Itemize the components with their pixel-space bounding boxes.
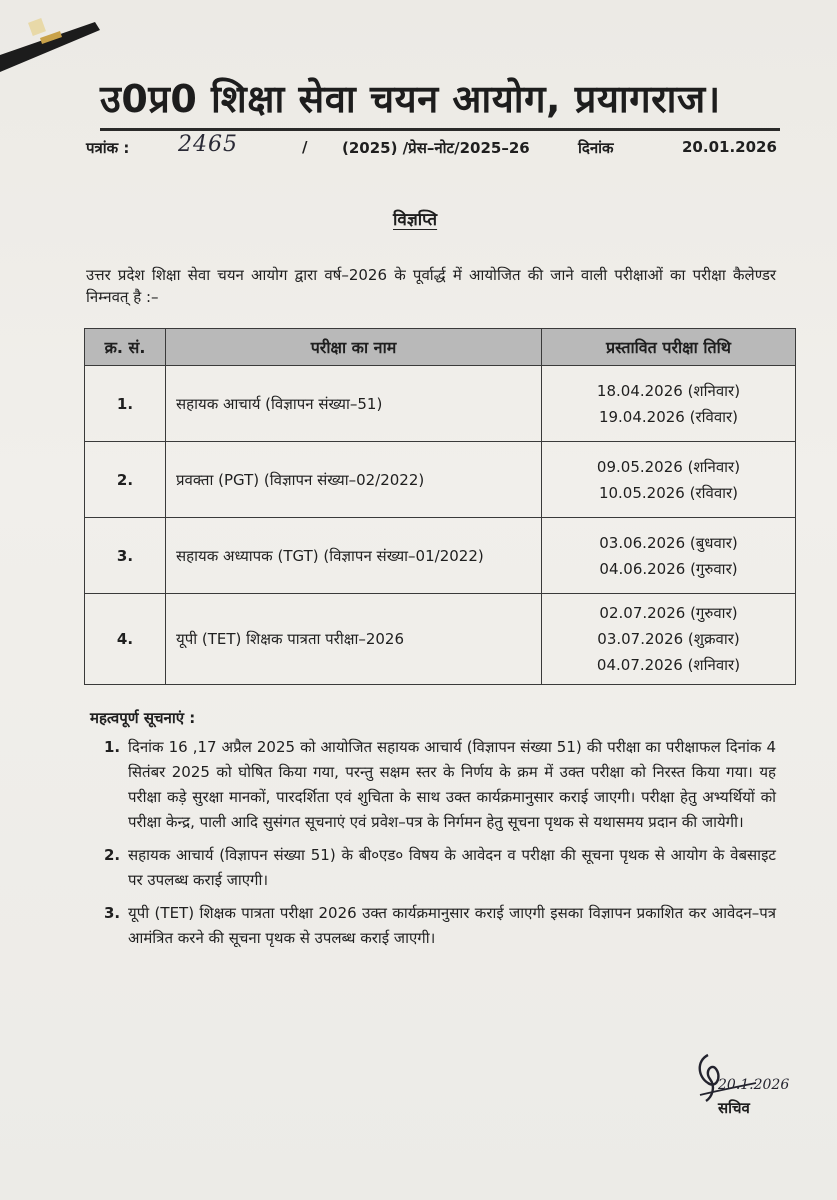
exam-date: 18.04.2026 (शनिवार)	[596, 381, 741, 400]
list-item	[104, 901, 776, 951]
table-row	[85, 442, 796, 518]
exam-name: प्रवक्ता (PGT) (विज्ञापन संख्या–02/2022)	[166, 442, 542, 518]
item-number: 2.	[104, 846, 121, 864]
list-item	[104, 843, 776, 893]
exam-date: 04.06.2026 (गुरुवार)	[599, 559, 738, 578]
header-exam-date: प्रस्तावित परीक्षा तिथि	[542, 329, 796, 366]
exam-name: यूपी (TET) शिक्षक पात्रता परीक्षा–2026	[166, 594, 542, 685]
important-notices-title: महत्वपूर्ण सूचनाएं :	[90, 709, 196, 727]
list-item	[104, 735, 776, 835]
important-notices-list	[104, 735, 776, 959]
exam-date: 03.06.2026 (बुधवार)	[599, 533, 738, 552]
reference-label: पत्रांक :	[86, 139, 130, 157]
exam-name: सहायक अध्यापक (TGT) (विज्ञापन संख्या–01/2022)	[166, 518, 542, 594]
exam-date: 03.07.2026 (शुक्रवार)	[597, 630, 740, 648]
table-row	[85, 366, 796, 442]
header-exam-name: परीक्षा का नाम	[166, 329, 542, 366]
reference-number: 2465	[178, 132, 238, 157]
item-number: 1.	[104, 738, 121, 756]
item-text: यूपी (TET) शिक्षक पात्रता परीक्षा 2026 उक्त कार्यक्रमानुसार कराई जाएगी इसका विज्ञापन प्रकाशित कर आवेदन–पत्र आमंत्रित करने की सूचना पृथक से उपलब्ध कराई जाएगी।	[128, 904, 776, 947]
item-text: दिनांक 16 ,17 अप्रैल 2025 को आयोजित सहायक आचार्य (विज्ञापन संख्या 51) की परीक्षा का परीक्षाफल दिनांक 4 सितंबर 2025 को घोषित किया गया, परन्तु सक्षम स्तर के निर्णय के क्रम में उक्त परीक्षा को निरस्त किया गया। यह परीक्षा कड़े सुरक्षा मानकों, पारदर्शिता एवं शुचिता के साथ उक्त कार्यक्रमानुसार कराई जाएगी। परीक्षा हेतु अभ्यर्थियों को परीक्षा केन्द्र, पाली आदि सुसंगत सूचनाएं एवं प्रवेश–पत्र के निर्गमन हेतु सूचना पृथक से यथासमय प्रदान की जायेगी।	[128, 738, 776, 831]
serial-number: 4.	[85, 594, 166, 685]
reference-slash: /	[302, 138, 308, 156]
office-title: उ0प्र0 शिक्षा सेवा चयन आयोग, प्रयागराज।	[100, 72, 780, 131]
exam-date: 10.05.2026 (रविवार)	[598, 483, 739, 502]
signature-date: 20.1.2026	[718, 1077, 790, 1093]
header-serial: क्र. सं.	[85, 329, 166, 366]
table-row	[85, 518, 796, 594]
item-number: 3.	[104, 904, 121, 922]
serial-number: 2.	[85, 442, 166, 518]
exam-calendar-table	[84, 328, 796, 685]
item-text: सहायक आचार्य (विज्ञापन संख्या 51) के बी०एड० विषय के आवेदन व परीक्षा की सूचना पृथक से आयोग के वेबसाइट पर उपलब्ध कराई जाएगी।	[128, 846, 776, 889]
exam-name: सहायक आचार्य (विज्ञापन संख्या–51)	[166, 366, 542, 442]
pen-icon	[0, 0, 110, 80]
exam-date: 04.07.2026 (शनिवार)	[596, 656, 741, 674]
table-row	[85, 594, 796, 685]
signatory-title: सचिव	[718, 1099, 750, 1117]
reference-code: (2025) /प्रेस–नोट/2025–26	[342, 139, 530, 157]
exam-date: 02.07.2026 (गुरुवार)	[599, 604, 738, 622]
exam-dates	[542, 594, 796, 685]
date-label: दिनांक	[578, 139, 614, 157]
exam-dates	[542, 366, 796, 442]
exam-dates	[542, 442, 796, 518]
exam-date: 19.04.2026 (रविवार)	[598, 407, 739, 426]
notice-heading: विज्ञप्ति	[393, 210, 438, 230]
reference-date: 20.01.2026	[682, 138, 777, 156]
table-header-row	[85, 329, 796, 366]
intro-paragraph: उत्तर प्रदेश शिक्षा सेवा चयन आयोग द्वारा वर्ष–2026 के पूर्वार्द्ध में आयोजित की जाने वाली परीक्षाओं का परीक्षा कैलेण्डर निम्नवत् है :–	[86, 266, 776, 306]
serial-number: 3.	[85, 518, 166, 594]
serial-number: 1.	[85, 366, 166, 442]
exam-dates	[542, 518, 796, 594]
exam-date: 09.05.2026 (शनिवार)	[596, 457, 741, 476]
